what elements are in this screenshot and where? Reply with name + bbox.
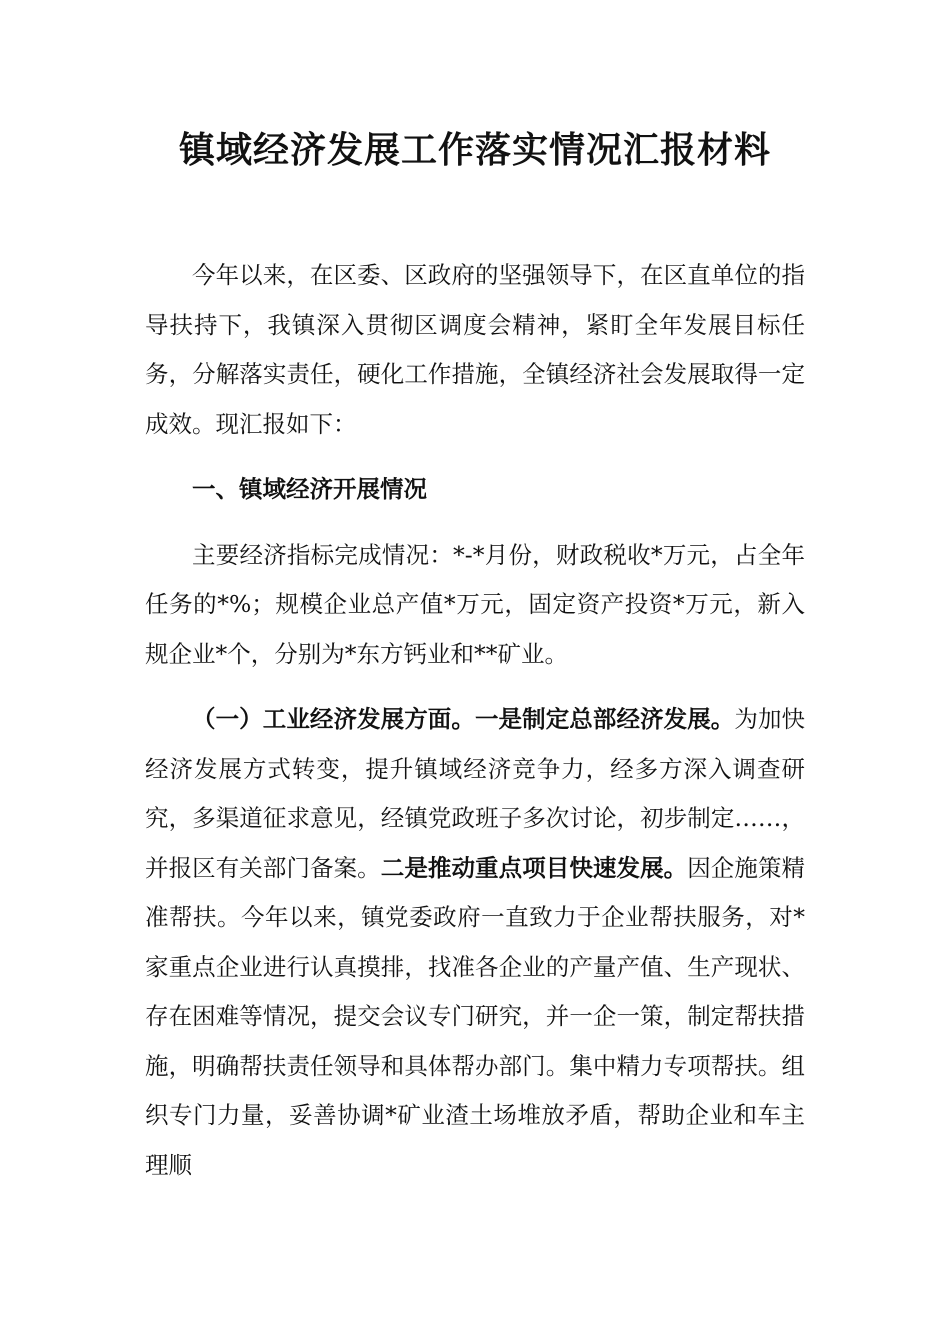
industry-label: （一）工业经济发展方面。 — [192, 705, 475, 733]
intro-paragraph: 今年以来，在区委、区政府的坚强领导下，在区直单位的指导扶持下，我镇深入贯彻区调度会精神，紧盯全年发展目标任务，分解落实责任，硬化工作措施，全镇经济社会发展取得一定成效。现汇报如下： — [145, 261, 805, 438]
point1-text: 为加快经济发展方式转变，提升镇域经济竞争力，经多方深入调查研究，多渠道征求意见，经镇党政班子多次讨论，初步制定……，并报区有关部门备案。 — [145, 705, 806, 882]
point2-title: 二是推动重点项目快速发展。 — [380, 853, 688, 882]
indicators-paragraph: 主要经济指标完成情况：*-*月份，财政税收*万元，占全年任务的*%；规模企业总产值*万元，固定资产投资*万元，新入规企业*个，分别为*东方钙业和**矿业。 — [145, 540, 805, 668]
point1-title: 一是制定总部经济发展。 — [474, 705, 735, 733]
point2-text: 因企施策精准帮扶。今年以来，镇党委政府一直致力于企业帮扶服务，对*家重点企业进行认真摸排，找准各企业的产量产值、生产现状、存在困难等情况，提交会议专门研究，并一企一策，制定帮扶措施，明确帮扶责任领导和具体帮办部门。集中精力专项帮扶。组织专门力量，妥善协调*矿业渣土场堆放矛盾，帮助企业和车主理顺 — [145, 853, 806, 1179]
industry-paragraph — [145, 695, 805, 1190]
document-body — [145, 251, 805, 1190]
document-title: 镇域经济发展工作落实情况汇报材料 — [178, 129, 771, 171]
section-heading: 一、镇域经济开展情况 — [192, 475, 427, 503]
